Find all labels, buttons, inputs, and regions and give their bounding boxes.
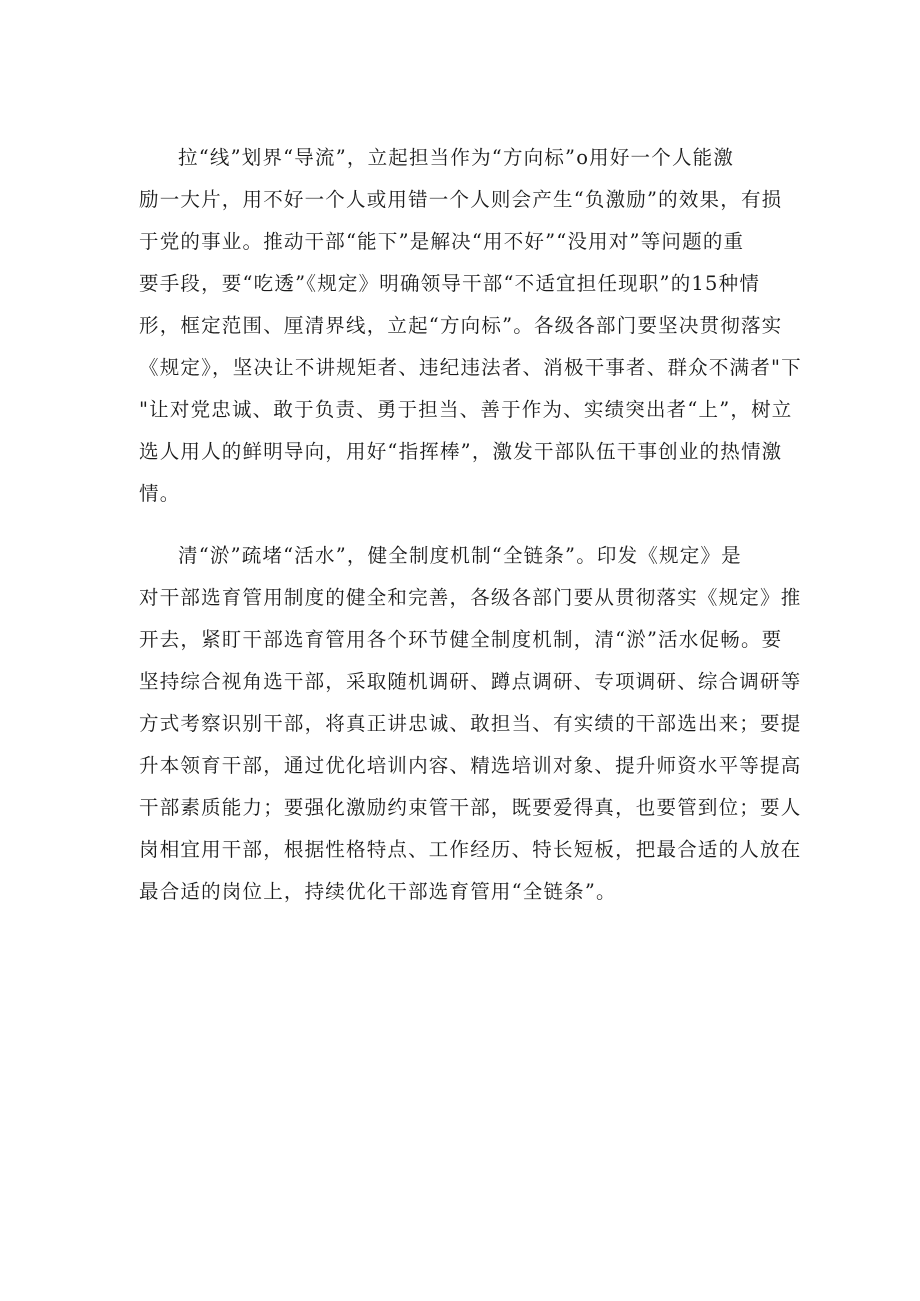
text-line: 要手段，要“吃透”《规定》明确领导干部“不适宜担任现职”的15种情	[139, 272, 761, 295]
text-line: 方式考察识别干部，将真正讲忠诚、敢担当、有实绩的干部选出来；要提	[139, 712, 802, 735]
text-line: 励一大片，用不好一个人或用错一个人则会产生“负激励”的效果，有损	[139, 188, 783, 211]
text-line: 岗相宜用干部，根据性格特点、工作经历、特长短板，把最合适的人放在	[139, 838, 802, 861]
document-body	[139, 137, 802, 913]
text-line: "让对党忠诚、敢于负责、勇于担当、善于作为、实绩突出者“上”，树立	[139, 398, 793, 421]
text-line: 于党的事业。推动干部“能下”是解决“用不好”“没用对”等问题的重	[139, 230, 745, 253]
text-line: 清“淤”疏堵“活水”，健全制度机制“全链条”。印发《规定》是	[178, 544, 742, 567]
text-line: 选人用人的鲜明导向，用好“指挥棒”，激发干部队伍干事创业的热情激	[139, 440, 783, 463]
paragraph-2	[139, 535, 802, 913]
text-line: 拉“线”划界“导流”，立起担当作为“方向标”o用好一个人能激	[178, 146, 735, 169]
text-line: 最合适的岗位上，持续优化干部选育管用“全链条”。	[139, 880, 617, 903]
text-line: 开去，紧盯干部选育管用各个环节健全制度机制，清“淤”活水促畅。要	[139, 628, 783, 651]
paragraph-1	[139, 137, 802, 515]
text-line: 形，框定范围、厘清界线，立起“方向标”。各级各部门要坚决贯彻落实	[139, 314, 783, 337]
text-line: 情。	[139, 482, 181, 505]
text-line: 对干部选育管用制度的健全和完善，各级各部门要从贯彻落实《规定》推	[139, 586, 802, 609]
text-line: 升本领育干部，通过优化培训内容、精选培训对象、提升师资水平等提高	[139, 754, 802, 777]
text-line: 《规定》，坚决让不讲规矩者、违纪违法者、消极干事者、群众不满者"下	[139, 356, 802, 379]
text-line: 坚持综合视角选干部，采取随机调研、蹲点调研、专项调研、综合调研等	[139, 670, 802, 693]
text-line: 干部素质能力；要强化激励约束管干部，既要爱得真，也要管到位；要人	[139, 796, 802, 819]
